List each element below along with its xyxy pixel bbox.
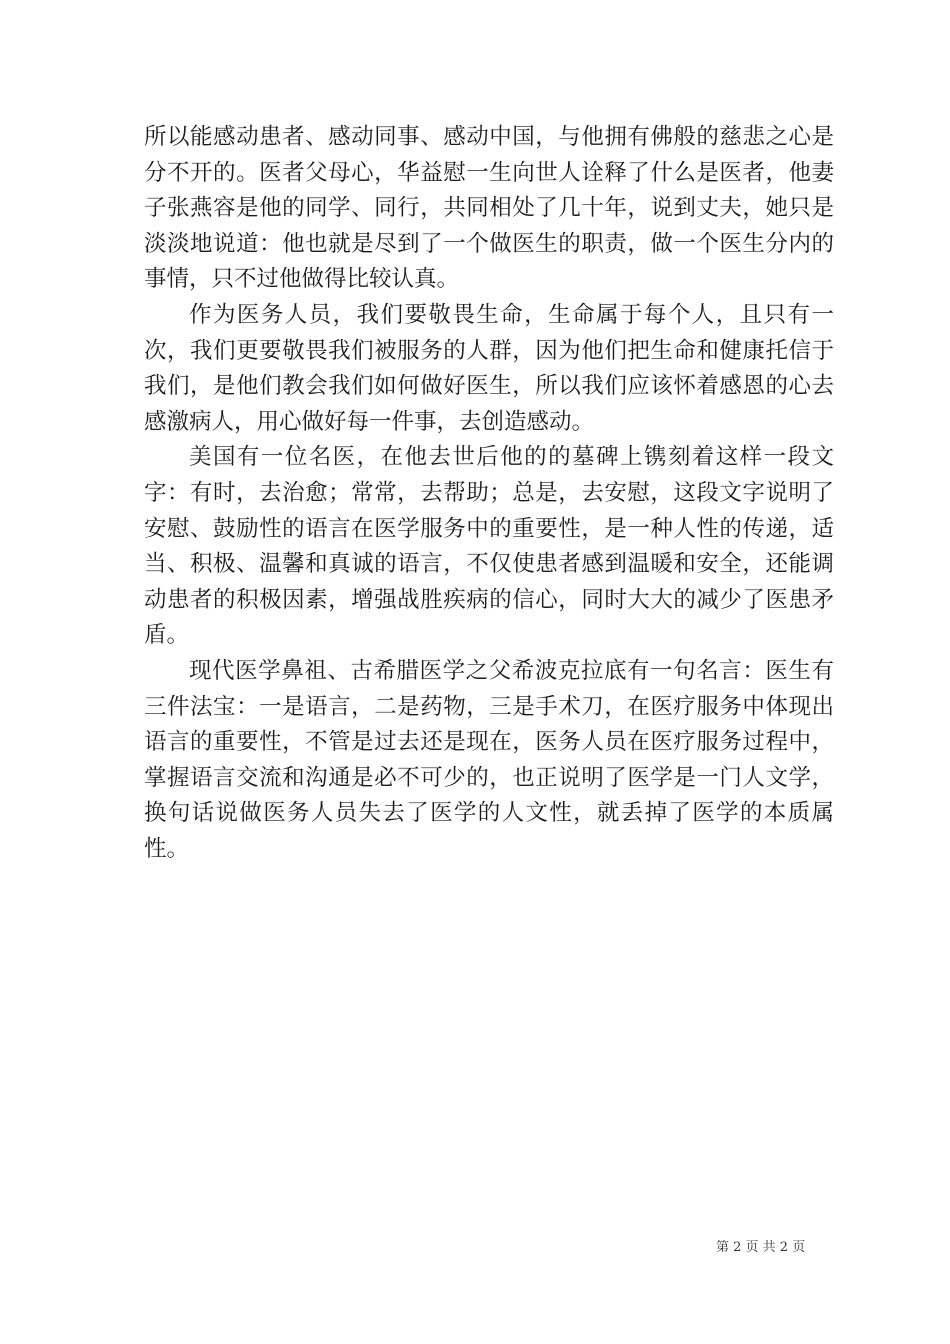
page-number: 第 2 页 共 2 页 xyxy=(716,1240,806,1255)
paragraph-epitaph: 美国有一位名医，在他去世后他的的墓碑上镌刻着这样一段文字：有时，去治愈；常常，去帮助；总是，去安慰，这段文字说明了安慰、鼓励性的语言在医学服务中的重要性，是一种人性的传递，适当、积极、温馨和真诚的语言，不仅使患者感到温暖和安全，还能调动患者的积极因素，增强战胜疾病的信心，同时大大的减少了医患矛盾。 xyxy=(144,444,834,649)
paragraph-continued: 所以能感动患者、感动同事、感动中国，与他拥有佛般的慈悲之心是分不开的。医者父母心，华益慰一生向世人诠释了什么是医者，他妻子张燕容是他的同学、同行，共同相处了几十年，说到丈夫，她只是淡淡地说道：他也就是尽到了一个做医生的职责，做一个医生分内的事情，只不过他做得比较认真。 xyxy=(144,124,834,293)
document-body xyxy=(144,120,834,867)
paragraph-awe-of-life: 作为医务人员，我们要敬畏生命，生命属于每个人，且只有一次，我们更要敬畏我们被服务的人群，因为他们把生命和健康托信于我们，是他们教会我们如何做好医生，所以我们应该怀着感恩的心去感激病人，用心做好每一件事，去创造感动。 xyxy=(144,301,834,435)
paragraph-hippocrates: 现代医学鼻祖、古希腊医学之父希波克拉底有一句名言：医生有三件法宝：一是语言，二是药物，三是手术刀，在医疗服务中体现出语言的重要性，不管是过去还是现在，医务人员在医疗服务过程中，掌握语言交流和沟通是必不可少的，也正说明了医学是一门人文学，换句话说做医务人员失去了医学的人文性，就丢掉了医学的本质属性。 xyxy=(144,657,834,862)
